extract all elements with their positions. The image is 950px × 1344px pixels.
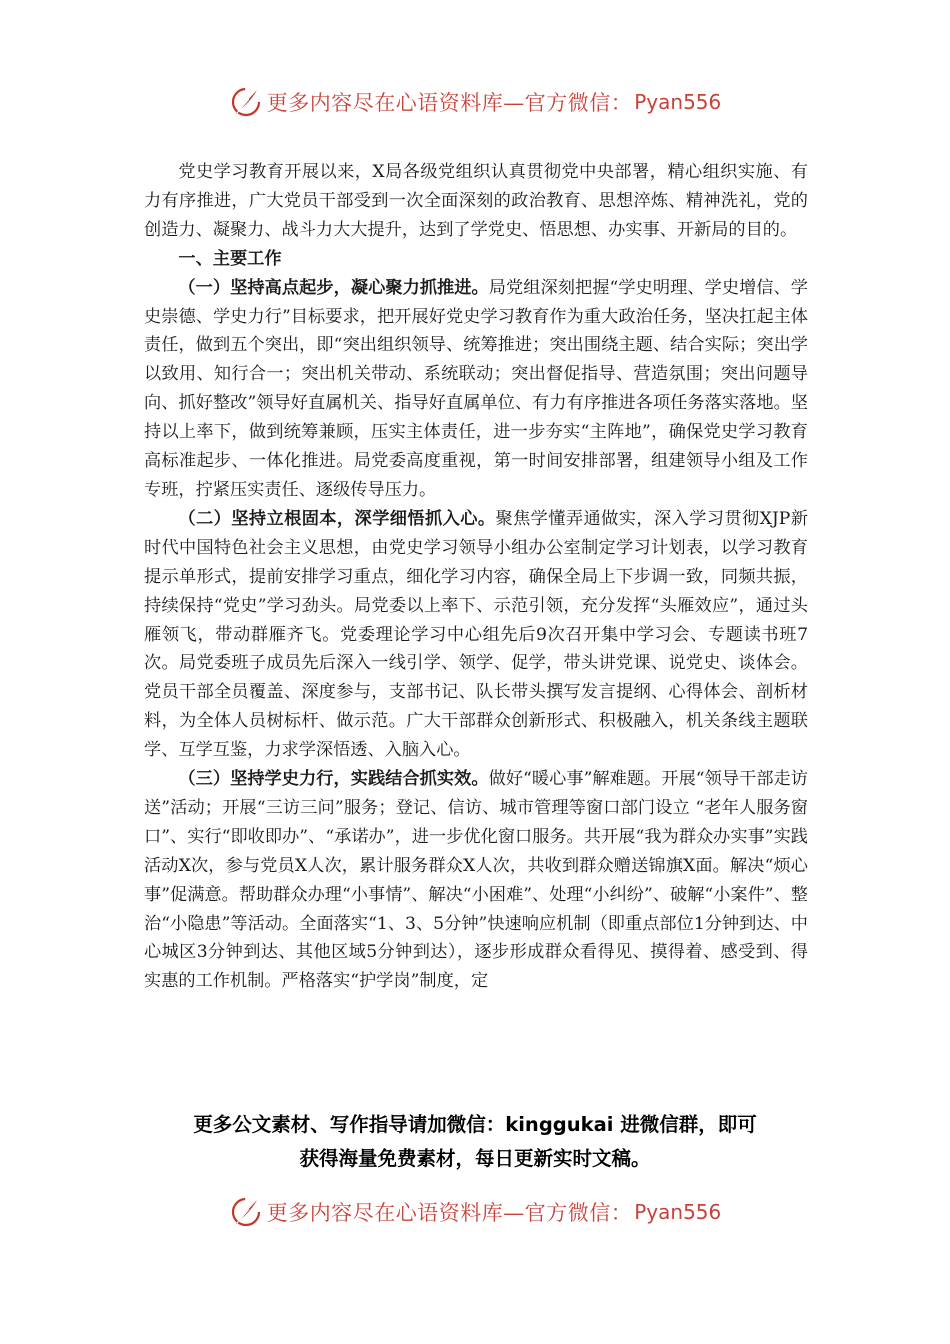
item-paragraph-3 bbox=[144, 765, 808, 996]
document-body bbox=[144, 158, 808, 996]
banner-text: 更多内容尽在心语资料库—官方微信： bbox=[266, 1201, 633, 1225]
banner-text: 更多内容尽在心语资料库—官方微信： bbox=[266, 91, 633, 115]
banner-wechat-id: Pyan556 bbox=[634, 1200, 722, 1224]
promo-notice bbox=[120, 1108, 830, 1176]
quill-logo-icon bbox=[229, 1195, 263, 1229]
banner-wechat-id: Pyan556 bbox=[634, 90, 722, 114]
quill-logo-icon bbox=[229, 85, 263, 119]
item-text-3: 做好“暖心事”解难题。开展“领导干部走访送”活动；开展“三访三问”服务；登记、信访、城市管理等窗口部门设立 “老年人服务窗口”、实行“即收即办”、“承诺办”，进一步优化窗口服务。共开展“我为群众办实事”实践活动X次，参与党员X人次，累计服务群众X人次，共收到群众赠送锦旗X面。解决“烦心事”促满意。帮助群众办理“小事情”、解决“小困难”、处理“小纠纷”、破解“小案件”、整治“小隐患”等活动。全面落实“1、3、5分钟”快速响应机制（即重点部位1分钟到达、中心城区3分钟到达、其他区域5分钟到达），逐步形成群众看得见、摸得着、感受到、得实惠的工作机制。严格落实“护学岗”制度，定 bbox=[144, 769, 808, 992]
footer-banner bbox=[0, 1190, 950, 1234]
item-text-1: 局党组深刻把握“学史明理、学史增信、学史崇德、学史力行”目标要求，把开展好党史学习教育作为重大政治任务，坚决扛起主体责任，做到五个突出，即“突出组织领导、统筹推进；突出围绕主题、结合实际；突出学以致用、知行合一；突出机关带动、系统联动；突出督促指导、营造氛围；突出问题导向、抓好整改”领导好直属机关、指导好直属单位、有力有序推进各项任务落实落地。坚持以上率下，做到统筹兼顾，压实主体责任，进一步夯实“主阵地”，确保党史学习教育高标准起步、一体化推进。局党委高度重视，第一时间安排部署，组建领导小组及工作专班，拧紧压实责任、逐级传导压力。 bbox=[144, 277, 808, 500]
header-banner bbox=[0, 80, 950, 124]
promo-line-2: 获得海量免费素材，每日更新实时文稿。 bbox=[299, 1147, 651, 1170]
section-heading: 一、主要工作 bbox=[178, 248, 282, 269]
item-lead-1: （一）坚持高点起步，凝心聚力抓推进。 bbox=[178, 277, 489, 298]
item-paragraph-1 bbox=[144, 274, 808, 505]
intro-paragraph: 党史学习教育开展以来，X局各级党组织认真贯彻党中央部署，精心组织实施、有力有序推进，广大党员干部受到一次全面深刻的政治教育、思想淬炼、精神洗礼，党的创造力、凝聚力、战斗力大大提升，达到了学党史、悟思想、办实事、开新局的目的。 bbox=[144, 162, 808, 240]
item-lead-2: （二）坚持立根固本，深学细悟抓入心。 bbox=[178, 508, 496, 529]
item-text-2: 聚焦学懂弄通做实，深入学习贯彻XJP新时代中国特色社会主义思想，由党史学习领导小组办公室制定学习计划表，以学习教育提示单形式，提前安排学习重点，细化学习内容，确保全局上下步调一致，同频共振，持续保持“党史”学习劲头。局党委以上率下、示范引领，充分发挥“头雁效应”，通过头雁领飞，带动群雁齐飞。党委理论学习中心组先后9次召开集中学习会、专题读书班7次。局党委班子成员先后深入一线引学、领学、促学，带头讲党课、说党史、谈体会。党员干部全员覆盖、深度参与，支部书记、队长带头撰写发言提纲、心得体会、剖析材料，为全体人员树标杆、做示范。广大干部群众创新形式、积极融入，机关条线主题联学、互学互鉴，力求学深悟透、入脑入心。 bbox=[144, 508, 808, 761]
item-paragraph-2 bbox=[144, 505, 808, 765]
item-lead-3: （三）坚持学史力行，实践结合抓实效。 bbox=[178, 769, 489, 790]
promo-line-1: 更多公文素材、写作指导请加微信：kinggukai 进微信群，即可 bbox=[193, 1113, 757, 1136]
